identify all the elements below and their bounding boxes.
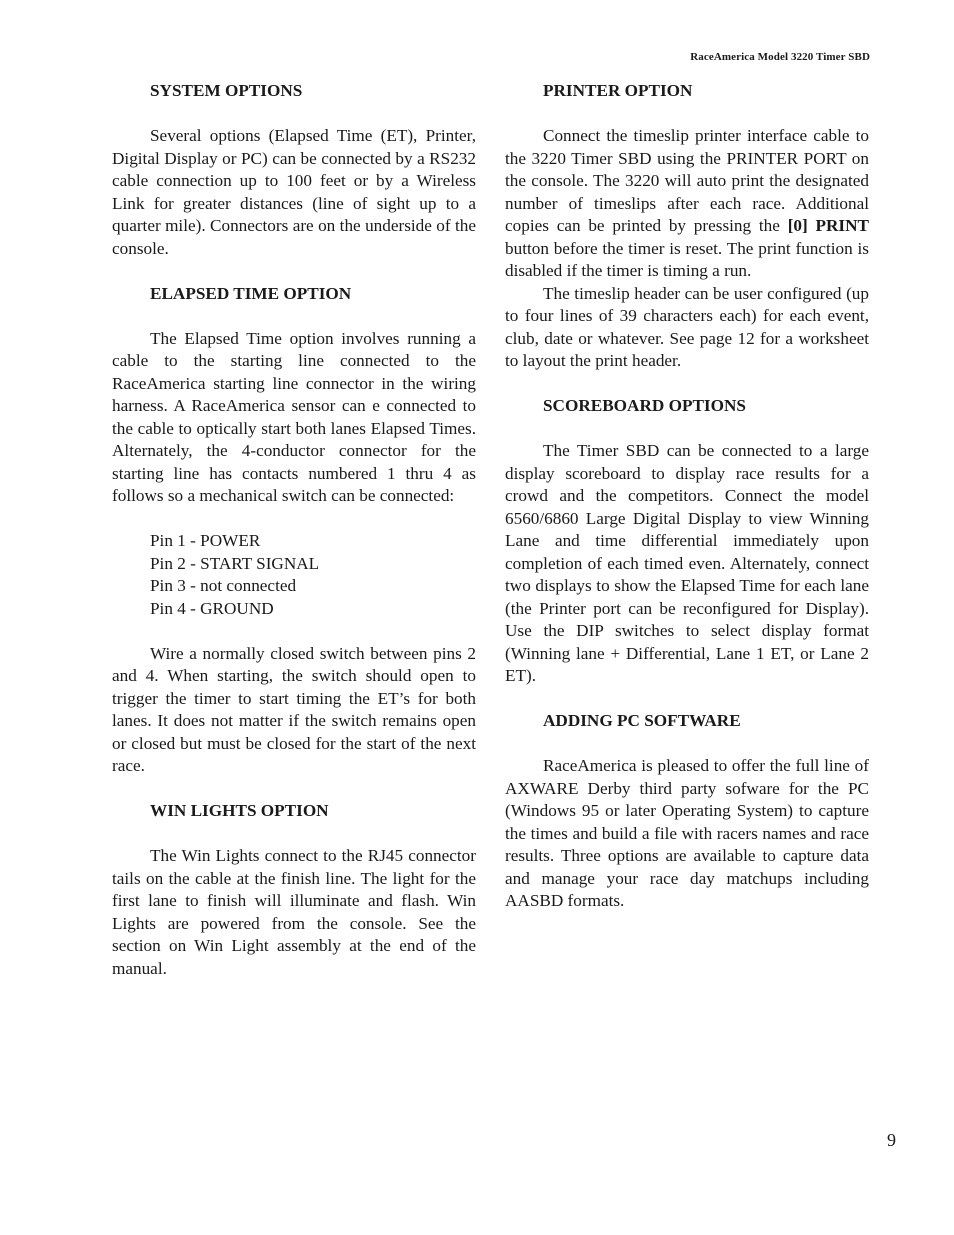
heading-adding-pc-software: ADDING PC SOFTWARE: [543, 711, 741, 730]
heading-printer-option: PRINTER OPTION: [543, 81, 693, 100]
paragraph-system-options: Several options (Elapsed Time (ET), Printer, Digital Display or PC) can be connected by a RS232 cable connection up to 100 feet or by a Wireless Link for greater distances (line of sight up to a quarter mile). Connectors are on the underside of the console.: [112, 126, 476, 258]
paragraph-switch-wiring: Wire a normally closed switch between pins 2 and 4. When starting, the switch should open to trigger the timer to start timing the ET’s for both lanes. It does not matter if the switch remains open or closed but must be closed for the start of the next race.: [112, 643, 476, 775]
heading-elapsed-time-option: ELAPSED TIME OPTION: [150, 283, 352, 303]
paragraph-scoreboard-options: The Timer SBD can be connected to a large display scoreboard to display race results for a crowd and the competitors. Connect the model 6560/6860 Large Digital Display to view Winning Lane and time differential immediately upon completion of each timed even. Alternately, connect two displays to show the Elapsed Time for each lane (the Printer port can be reconfigured for Display). Use the DIP switches to select display format (Winning lane + Differential, Lane 1 ET, or Lane 2 ET).: [505, 441, 869, 685]
pin-item: Pin 1 - POWER: [150, 531, 261, 550]
section-system-options: [112, 80, 476, 260]
section-adding-pc-software: [505, 710, 869, 913]
pin-item: Pin 4 - GROUND: [150, 598, 274, 618]
heading-scoreboard-options: SCOREBOARD OPTIONS: [543, 396, 746, 415]
paragraph-win-lights-option: The Win Lights connect to the RJ45 connector tails on the cable at the finish line. The light for the first lane to finish will illuminate and flash. Win Lights are powered from the console. See the section on Win Light assembly at the end of the manual.: [112, 846, 476, 978]
paragraph-adding-pc-software: RaceAmerica is pleased to offer the full line of AXWARE Derby third party sofware for the PC (Windows 95 or later Operating System) to capture the times and build a file with racers names and race results. Three options are available to capture data and manage your race day matchups including AASBD formats.: [505, 756, 869, 910]
paragraph-printer-option: [505, 125, 869, 283]
printer-text-part2: button before the timer is reset. The print function is disabled if the timer is timing a run.: [505, 238, 869, 280]
paragraph-elapsed-time-option: The Elapsed Time option involves running a cable to the starting line connected to the RaceAmerica starting line connector in the wiring harness. A RaceAmerica sensor can e connected to the cable to optically start both lanes Elapsed Times. Alternately, the 4-conductor connector for the starting line has contacts numbered 1 thru 4 as follows so a mechanical switch can be connected:: [112, 328, 476, 505]
left-column: [112, 80, 476, 1003]
section-elapsed-time-option: [112, 283, 476, 778]
print-button-label: [0] PRINT: [787, 216, 869, 235]
printer-text-part1: Connect the timeslip printer interface cable to the 3220 Timer SBD using the PRINTER PORT on the console. The 3220 will auto print the designated number of timeslips after each race. Additional copies can be printed by pressing the: [505, 126, 869, 235]
pin-list: [112, 530, 476, 620]
right-column: [505, 80, 869, 935]
section-printer-option: [505, 80, 869, 373]
section-win-lights-option: [112, 800, 476, 980]
page-number: 9: [887, 1130, 896, 1150]
pin-item: Pin 3 - not connected: [150, 576, 297, 595]
paragraph-timeslip-header: The timeslip header can be user configured (up to four lines of 39 characters each) for each event, club, date or whatever. See page 12 for a worksheet to layout the print header.: [505, 283, 869, 370]
heading-win-lights-option: WIN LIGHTS OPTION: [150, 801, 329, 820]
heading-system-options: SYSTEM OPTIONS: [150, 81, 303, 100]
pin-item: Pin 2 - START SIGNAL: [150, 553, 320, 573]
section-scoreboard-options: [505, 395, 869, 688]
running-header: RaceAmerica Model 3220 Timer SBD: [690, 51, 870, 63]
